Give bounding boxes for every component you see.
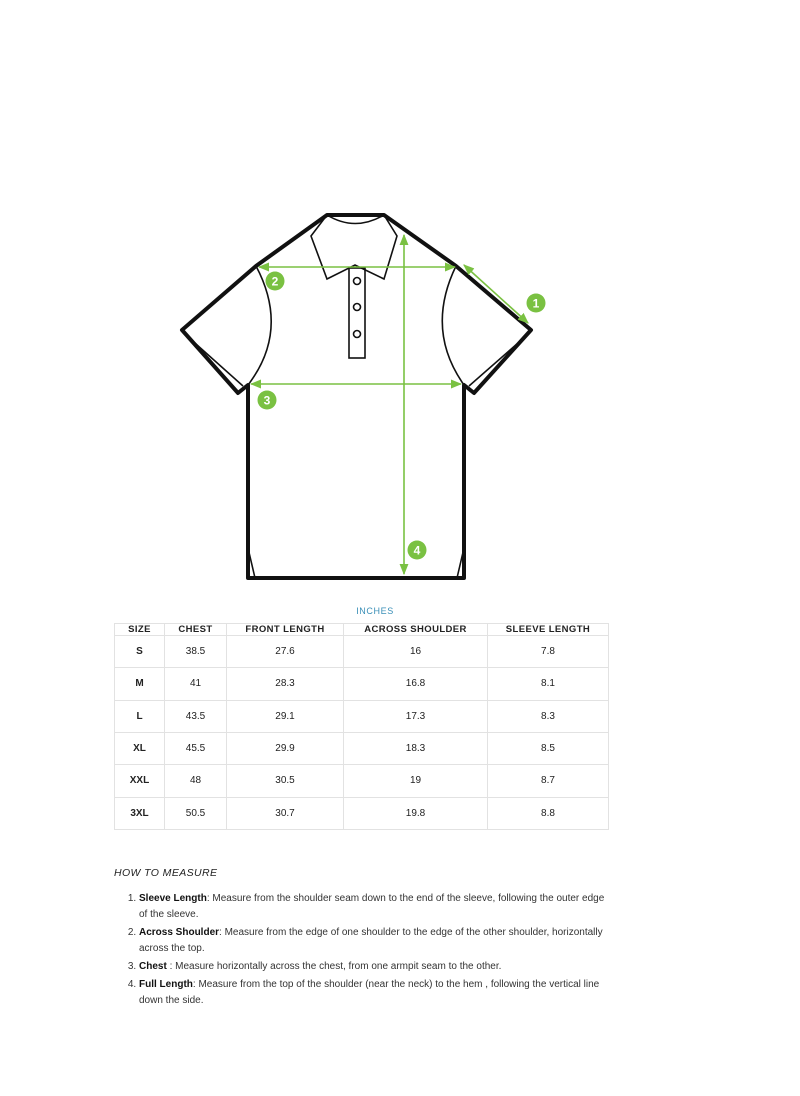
marker-1 [527, 294, 546, 313]
list-item [139, 977, 609, 1009]
cell-size: 3XL [115, 797, 165, 829]
cell-chest: 45.5 [165, 732, 227, 764]
marker-3-label: 3 [263, 393, 271, 408]
cell-front-length: 29.1 [227, 700, 344, 732]
marker-2 [266, 272, 285, 291]
header-across-shoulder: ACROSS SHOULDER [344, 624, 488, 636]
cell-sleeve-length: 8.5 [488, 732, 609, 764]
cell-chest: 50.5 [165, 797, 227, 829]
cell-chest: 48 [165, 765, 227, 797]
cell-front-length: 28.3 [227, 668, 344, 700]
cell-size: M [115, 668, 165, 700]
header-sleeve-length: SLEEVE LENGTH [488, 624, 609, 636]
step-text: : Measure from the edge of one shoulder to the edge of the other shoulder, horizontally across the top. [139, 927, 603, 954]
marker-2-label: 2 [271, 274, 279, 289]
measure-steps-list [121, 891, 609, 1011]
table-row [115, 765, 609, 797]
cell-front-length: 30.5 [227, 765, 344, 797]
step-term: Chest [139, 961, 167, 972]
list-item [139, 891, 609, 923]
cell-front-length: 27.6 [227, 636, 344, 668]
how-to-measure-title: HOW TO MEASURE [114, 867, 218, 879]
cell-sleeve-length: 7.8 [488, 636, 609, 668]
cell-size: XXL [115, 765, 165, 797]
unit-label: INCHES [356, 606, 394, 616]
cell-sleeve-length: 8.7 [488, 765, 609, 797]
cell-sleeve-length: 8.8 [488, 797, 609, 829]
table-row [115, 700, 609, 732]
table-header-row [115, 624, 609, 636]
marker-3 [258, 391, 277, 410]
cell-size: L [115, 700, 165, 732]
cell-across-shoulder: 16 [344, 636, 488, 668]
header-front-length: FRONT LENGTH [227, 624, 344, 636]
cell-across-shoulder: 18.3 [344, 732, 488, 764]
step-text: : Measure horizontally across the chest, from one armpit seam to the other. [166, 961, 502, 972]
cell-chest: 43.5 [165, 700, 227, 732]
cell-size: XL [115, 732, 165, 764]
step-term: Sleeve Length [139, 893, 207, 904]
list-item [139, 925, 609, 957]
table-row [115, 797, 609, 829]
list-item [139, 959, 609, 975]
marker-1-label: 1 [532, 296, 540, 311]
cell-front-length: 30.7 [227, 797, 344, 829]
step-term: Across Shoulder [139, 927, 220, 938]
cell-across-shoulder: 19 [344, 765, 488, 797]
table-row [115, 732, 609, 764]
step-text: : Measure from the shoulder seam down to the end of the sleeve, following the outer edge of the sleeve. [139, 893, 605, 920]
cell-sleeve-length: 8.1 [488, 668, 609, 700]
cell-front-length: 29.9 [227, 732, 344, 764]
marker-4-label: 4 [413, 543, 421, 558]
step-term: Full Length [139, 979, 193, 990]
cell-size: S [115, 636, 165, 668]
table-row [115, 636, 609, 668]
size-chart-table [114, 623, 609, 830]
cell-chest: 38.5 [165, 636, 227, 668]
marker-4 [408, 541, 427, 560]
cell-sleeve-length: 8.3 [488, 700, 609, 732]
shirt-outline [182, 215, 531, 578]
cell-across-shoulder: 17.3 [344, 700, 488, 732]
header-chest: CHEST [165, 624, 227, 636]
header-size: SIZE [115, 624, 165, 636]
step-text: : Measure from the top of the shoulder (near the neck) to the hem , following the vertical line down the side. [139, 979, 600, 1006]
cell-across-shoulder: 16.8 [344, 668, 488, 700]
table-row [115, 668, 609, 700]
cell-chest: 41 [165, 668, 227, 700]
cell-across-shoulder: 19.8 [344, 797, 488, 829]
